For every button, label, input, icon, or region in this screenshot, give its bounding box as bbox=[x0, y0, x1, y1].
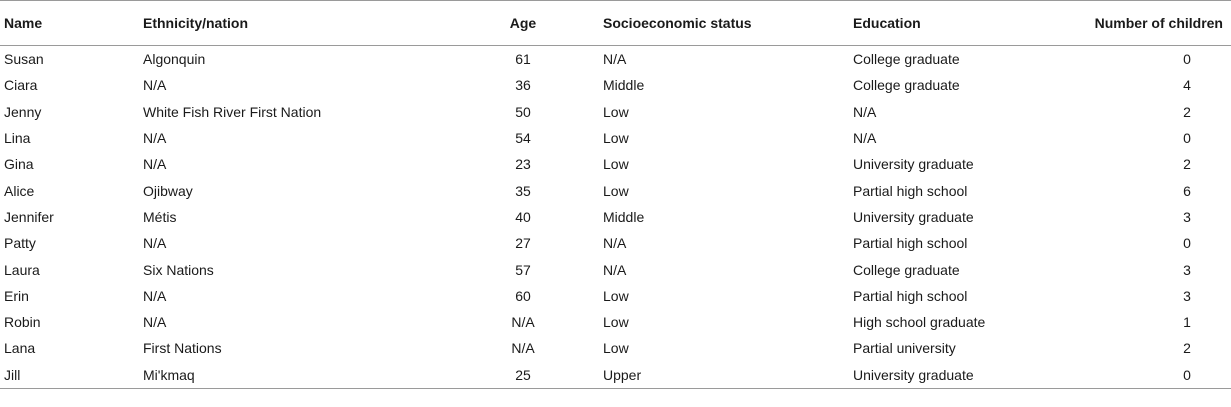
cell-name: Jill bbox=[0, 362, 143, 389]
cell-education: College graduate bbox=[853, 51, 960, 68]
table-row bbox=[0, 256, 1231, 282]
cell-age: 54 bbox=[515, 130, 531, 147]
cell-education: Partial high school bbox=[853, 182, 968, 199]
cell-education: College graduate bbox=[853, 261, 960, 278]
cell-number-of-children: 1 bbox=[1183, 314, 1191, 331]
cell-ethnicity: Algonquin bbox=[143, 51, 206, 68]
cell-name: Laura bbox=[4, 261, 40, 278]
header-ethnicity: Ethnicity/nation bbox=[143, 1, 443, 46]
cell-education: College graduate bbox=[853, 77, 960, 94]
cell-age: 50 bbox=[515, 103, 531, 120]
cell-socioeconomic-status: Upper bbox=[563, 362, 853, 389]
cell-name: Lana bbox=[4, 340, 36, 357]
cell-number-of-children: 0 bbox=[1183, 51, 1191, 68]
cell-number-of-children: 3 bbox=[1183, 261, 1191, 278]
cell-ethnicity: N/A bbox=[143, 314, 167, 331]
table-body bbox=[0, 46, 1231, 389]
table-row bbox=[0, 72, 1231, 98]
cell-socioeconomic-status: Low bbox=[603, 130, 629, 147]
cell-ethnicity: White Fish River First Nation bbox=[143, 103, 322, 120]
cell-socioeconomic-status: Low bbox=[603, 182, 629, 199]
cell-name: Ciara bbox=[4, 77, 38, 94]
cell-socioeconomic-status: Middle bbox=[603, 208, 645, 225]
cell-socioeconomic-status: N/A bbox=[603, 51, 627, 68]
cell-education: N/A bbox=[853, 130, 877, 147]
cell-number-of-children: 0 bbox=[1083, 362, 1231, 389]
cell-name: Susan bbox=[4, 51, 44, 68]
table-header-row bbox=[0, 1, 1231, 46]
cell-name: Alice bbox=[4, 182, 35, 199]
header-age: Age bbox=[443, 1, 563, 46]
cell-ethnicity: First Nations bbox=[143, 340, 222, 357]
table-row bbox=[0, 283, 1231, 309]
cell-education: N/A bbox=[853, 103, 877, 120]
cell-ethnicity: N/A bbox=[143, 287, 167, 304]
header-socioeconomic-status: Socioeconomic status bbox=[563, 1, 853, 46]
table-row bbox=[0, 46, 1231, 73]
cell-socioeconomic-status: Low bbox=[603, 340, 629, 357]
cell-age: N/A bbox=[511, 314, 535, 331]
cell-ethnicity: Ojibway bbox=[143, 182, 193, 199]
cell-education: High school graduate bbox=[853, 314, 986, 331]
table-row bbox=[0, 177, 1231, 203]
cell-age: 23 bbox=[515, 156, 531, 173]
cell-socioeconomic-status: Low bbox=[603, 314, 629, 331]
cell-age: 25 bbox=[443, 362, 563, 389]
cell-ethnicity: Mi'kmaq bbox=[143, 362, 443, 389]
cell-ethnicity: N/A bbox=[143, 156, 167, 173]
header-education: Education bbox=[853, 1, 1083, 46]
cell-education: University graduate bbox=[853, 362, 1083, 389]
cell-age: 57 bbox=[515, 261, 531, 278]
cell-socioeconomic-status: N/A bbox=[603, 261, 627, 278]
cell-socioeconomic-status: Low bbox=[603, 287, 629, 304]
cell-age: 60 bbox=[515, 287, 531, 304]
cell-age: 61 bbox=[515, 51, 531, 68]
cell-education: Partial university bbox=[853, 340, 956, 357]
cell-number-of-children: 0 bbox=[1183, 235, 1191, 252]
cell-age: 35 bbox=[515, 182, 531, 199]
table-row bbox=[0, 362, 1231, 389]
cell-age: 36 bbox=[515, 77, 531, 94]
cell-number-of-children: 0 bbox=[1183, 130, 1191, 147]
table-row bbox=[0, 99, 1231, 125]
header-number-of-children: Number of children bbox=[1083, 1, 1231, 46]
cell-ethnicity: N/A bbox=[143, 235, 167, 252]
cell-socioeconomic-status: Middle bbox=[603, 77, 645, 94]
cell-number-of-children: 2 bbox=[1183, 340, 1191, 357]
table-row bbox=[0, 125, 1231, 151]
cell-age: 40 bbox=[515, 208, 531, 225]
cell-name: Jennifer bbox=[4, 208, 54, 225]
cell-education: Partial high school bbox=[853, 287, 968, 304]
cell-number-of-children: 2 bbox=[1183, 103, 1191, 120]
cell-name: Erin bbox=[4, 287, 29, 304]
cell-number-of-children: 6 bbox=[1183, 182, 1191, 199]
cell-name: Jenny bbox=[4, 103, 42, 120]
cell-socioeconomic-status: N/A bbox=[603, 235, 627, 252]
table-row bbox=[0, 335, 1231, 361]
table-row bbox=[0, 204, 1231, 230]
table-row bbox=[0, 230, 1231, 256]
cell-number-of-children: 4 bbox=[1183, 77, 1191, 94]
cell-education: University graduate bbox=[853, 208, 974, 225]
cell-ethnicity: N/A bbox=[143, 77, 167, 94]
cell-number-of-children: 2 bbox=[1183, 156, 1191, 173]
cell-number-of-children: 3 bbox=[1183, 287, 1191, 304]
cell-name: Gina bbox=[4, 156, 34, 173]
cell-ethnicity: N/A bbox=[143, 130, 167, 147]
cell-age: 27 bbox=[515, 235, 531, 252]
cell-education: Partial high school bbox=[853, 235, 968, 252]
cell-name: Robin bbox=[4, 314, 41, 331]
cell-number-of-children: 3 bbox=[1183, 208, 1191, 225]
cell-education: University graduate bbox=[853, 156, 974, 173]
cell-ethnicity: Métis bbox=[143, 208, 177, 225]
cell-ethnicity: Six Nations bbox=[143, 261, 214, 278]
cell-age: N/A bbox=[511, 340, 535, 357]
cell-name: Lina bbox=[4, 130, 31, 147]
table-row bbox=[0, 309, 1231, 335]
cell-socioeconomic-status: Low bbox=[603, 156, 629, 173]
header-name: Name bbox=[0, 1, 143, 46]
cell-socioeconomic-status: Low bbox=[603, 103, 629, 120]
table-row bbox=[0, 151, 1231, 177]
cell-name: Patty bbox=[4, 235, 36, 252]
